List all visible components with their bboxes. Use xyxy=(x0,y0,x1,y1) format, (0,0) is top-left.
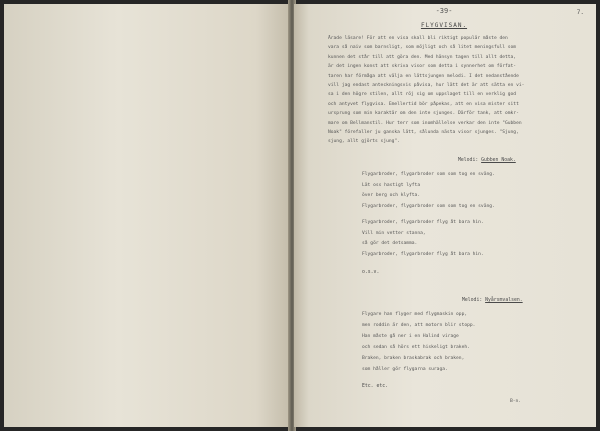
melody-label: Melodi: xyxy=(462,298,483,303)
verse-1-end: o.s.v. xyxy=(362,270,380,275)
verse-line: så gör det detsamma. xyxy=(362,241,418,247)
intro-line: vill jag endast anteckningsvis påvisa, hur lätt det är att sätta en vi- xyxy=(328,83,525,89)
intro-line: sa i den högre stilen, allt röj sig om uppslaget till en verklig god xyxy=(328,92,517,98)
verse-1 xyxy=(362,172,495,214)
page-number-center: -39- xyxy=(435,7,453,15)
melody-credit-1 xyxy=(458,158,516,163)
verse-line: men roddin är den, att motorn blir stopp. xyxy=(362,323,476,328)
verse-line: Flygare han flyger med flygmaskin opp, xyxy=(362,312,468,317)
intro-paragraph xyxy=(328,34,576,147)
page-title: FLYGVISAN. xyxy=(420,22,468,29)
right-page xyxy=(294,4,596,427)
intro-line: mare om Bellmanstil. Hur terr som inomhällelse verkar den inte "Gubben xyxy=(328,120,522,126)
intro-line: är det ingen konst att skriva visor som detta i synnerhet om förfat- xyxy=(328,64,517,70)
verse-2-end: Etc. etc. xyxy=(362,384,388,389)
verse-line: Flygarbroder, flygarbroder flyg åt bara hin. xyxy=(362,220,484,225)
verse-line: som håller gör flygarna suraga. xyxy=(362,367,448,372)
intro-line: Ärade läsare! För att en visa skall bli riktigt populär måste den xyxy=(328,36,508,41)
melody-name: Gubben Noak. xyxy=(481,158,516,163)
verse-line: över berg och klyfta. xyxy=(362,193,421,199)
intro-line: ursprung som min karaktär om den inte sjunges. Därför tank, att omkr- xyxy=(328,111,519,117)
verse-2 xyxy=(362,312,475,378)
melody-label: Melodi: xyxy=(458,158,479,163)
intro-line: sjung, allt gjörts sjung". xyxy=(328,139,400,145)
signature: B-n. xyxy=(510,399,522,404)
melody-credit-2 xyxy=(462,298,523,303)
left-page-blank xyxy=(4,4,290,427)
verse-line: Han måste gå ner i en Halind virage xyxy=(362,334,459,339)
melody-name: Nyårsmvalsen. xyxy=(485,298,523,303)
verse-line: Flygarbroder, flygarbroder som som tog en sväng. xyxy=(362,172,495,177)
verse-line: och sedan så hörs ett hiskeligt brakeh. xyxy=(362,345,470,350)
verse-1b xyxy=(362,220,484,262)
verse-line: Flygarbroder, flygarbroder som som tog en sväng. xyxy=(362,203,495,209)
intro-line: kunnen det står till att göra den. Med hänsyn tagen till allt detta, xyxy=(328,54,517,60)
verse-line: Braken, braken braskabrak och braken, xyxy=(362,356,465,361)
intro-line: taren har förmåga att välja en lättsjungen melodi. I det nedanstående xyxy=(328,73,519,79)
verse-line: Vill min vetter stanna, xyxy=(362,230,426,236)
intro-line: och antyvet flygvisa. Emellertid bör påpekas, att en visa mister sitt xyxy=(328,101,519,107)
intro-line: vara så naiv som barnsligt, som möjligt och så litet meningsfull som xyxy=(328,45,517,51)
page-number-corner: 7. xyxy=(576,9,584,16)
verse-line: Flygarbroder, flygarbroder flyg åt bara hin. xyxy=(362,251,484,257)
intro-line: Noak" förefaller ju ganska lätt, sålunda nästa visor sjunges. "Sjung, xyxy=(328,130,519,136)
verse-line: Lät oss hastigt lyfta xyxy=(362,182,421,188)
